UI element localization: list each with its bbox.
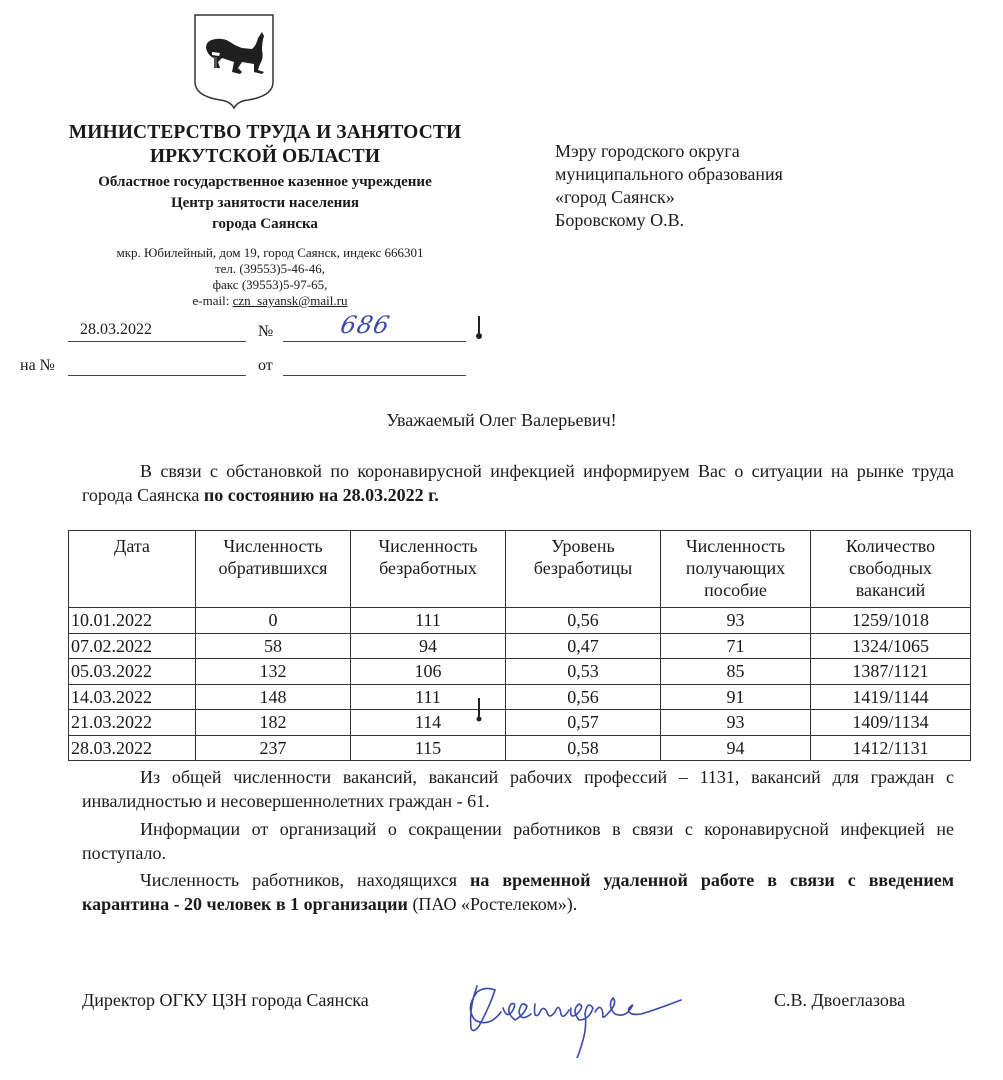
header-applicants: Численность обратившихся — [196, 531, 351, 608]
table-row — [69, 633, 971, 659]
header-benefit-recipients: Численность получающих пособие — [661, 531, 811, 608]
header-vacancies: Количество свободных вакансий — [811, 531, 971, 608]
header-unemployed: Численность безработных — [351, 531, 506, 608]
cell-applicants: 148 — [196, 684, 351, 710]
signatory-name: С.В. Двоеглазова — [774, 990, 906, 1010]
remote-bold: на временной удаленной работе в связи с введением карантина - 20 человек в 1 организации — [82, 870, 954, 914]
cell-benefit-recipients: 94 — [661, 735, 811, 761]
remote-prefix: Численность работников, находящихся — [140, 870, 471, 890]
reply-to-number-field — [68, 357, 246, 376]
cell-date: 28.03.2022 — [69, 735, 196, 761]
vacancies-paragraph: Из общей численности вакансий, вакансий рабочих профессий – 1131, вакансий для граждан с инвалидностью и несовершеннолетних граждан - 61. — [82, 767, 954, 811]
institution-name: Центр занятости населения — [170, 195, 360, 211]
cell-date: 21.03.2022 — [69, 710, 196, 736]
phone: тел. (39553)5-46-46, — [214, 261, 325, 276]
cell-unemployed: 106 — [351, 659, 506, 685]
email-label: e-mail: — [192, 293, 233, 308]
table-row — [69, 659, 971, 685]
cell-unemployed: 114 — [351, 710, 506, 736]
cell-date: 14.03.2022 — [69, 684, 196, 710]
header-date: Дата — [69, 531, 196, 608]
cell-benefit-recipients: 91 — [661, 684, 811, 710]
from-label: от — [258, 357, 273, 374]
ministry-region: ИРКУТСКОЙ ОБЛАСТИ — [149, 146, 381, 167]
signatory-title: Директор ОГКУ ЦЗН города Саянска — [82, 990, 369, 1010]
cell-benefit-recipients: 71 — [661, 633, 811, 659]
cell-applicants: 0 — [196, 608, 351, 634]
cell-unemployment-rate: 0,47 — [506, 633, 661, 659]
cell-vacancies: 1409/1134 — [811, 710, 971, 736]
intro-date-bold: по состоянию на 28.03.2022 г. — [203, 485, 439, 505]
ministry-name: МИНИСТЕРСТВО ТРУДА И ЗАНЯТОСТИ — [68, 122, 462, 143]
reply-to-label: на № — [20, 357, 55, 374]
institution-city: города Саянска — [212, 216, 318, 232]
salutation: Уважаемый Олег Валерьевич! — [386, 410, 617, 430]
from-date-field — [283, 357, 466, 376]
addressee-line: Боровскому О.В. — [555, 210, 685, 230]
table-row — [69, 608, 971, 634]
cell-applicants: 237 — [196, 735, 351, 761]
cell-benefit-recipients: 93 — [661, 710, 811, 736]
remote-suffix: (ПАО «Ростелеком»). — [407, 894, 578, 914]
institution-type: Областное государственное казенное учреждение — [98, 174, 432, 190]
cell-date: 05.03.2022 — [69, 659, 196, 685]
cell-applicants: 132 — [196, 659, 351, 685]
cell-unemployment-rate: 0,53 — [506, 659, 661, 685]
email-line — [40, 293, 500, 309]
cell-unemployed: 115 — [351, 735, 506, 761]
addressee-line: Мэру городского округа — [555, 141, 740, 161]
pin-mark-icon — [474, 316, 484, 342]
table-header-row — [69, 531, 971, 608]
handwritten-signature-icon — [455, 968, 725, 1058]
cell-vacancies: 1412/1131 — [811, 735, 971, 761]
intro-paragraph — [82, 459, 954, 507]
cell-vacancies: 1387/1121 — [811, 659, 971, 685]
cell-unemployment-rate: 0,57 — [506, 710, 661, 736]
cell-vacancies: 1419/1144 — [811, 684, 971, 710]
outgoing-date-field — [68, 323, 246, 342]
header-unemployment-rate: Уровень безработицы — [506, 531, 661, 608]
cell-unemployment-rate: 0,56 — [506, 684, 661, 710]
cell-applicants: 58 — [196, 633, 351, 659]
cell-unemployed: 111 — [351, 608, 506, 634]
cell-vacancies: 1324/1065 — [811, 633, 971, 659]
cell-vacancies: 1259/1018 — [811, 608, 971, 634]
cell-benefit-recipients: 85 — [661, 659, 811, 685]
email-link[interactable]: czn_sayansk@mail.ru — [232, 293, 348, 308]
addressee-line: муниципального образования — [555, 164, 783, 184]
cell-unemployment-rate: 0,56 — [506, 608, 661, 634]
outgoing-number-handwritten: 686 — [338, 311, 393, 339]
cell-applicants: 182 — [196, 710, 351, 736]
remote-work-paragraph — [82, 868, 954, 916]
cell-unemployed: 111 — [351, 684, 506, 710]
labor-market-table — [68, 530, 971, 761]
layoffs-paragraph: Информации от организаций о сокращении работников в связи с коронавирусной инфекцией не поступало. — [82, 819, 954, 863]
table-row — [69, 684, 971, 710]
cell-unemployed: 94 — [351, 633, 506, 659]
intro-text: В связи с обстановкой по коронавирусной инфекцией информируем Вас о ситуации на рынке труда города Саянска — [82, 461, 954, 505]
outgoing-number-field — [283, 311, 466, 342]
pin-mark-icon — [475, 698, 483, 724]
address: мкр. Юбилейный, дом 19, город Саянск, индекс 666301 — [116, 245, 424, 260]
fax: факс (39553)5-97-65, — [212, 277, 328, 292]
number-label: № — [258, 323, 274, 340]
cell-unemployment-rate: 0,58 — [506, 735, 661, 761]
addressee-block — [555, 140, 783, 232]
table-row — [69, 735, 971, 761]
outgoing-date: 28.03.2022 — [80, 321, 152, 338]
coat-of-arms-icon — [192, 12, 276, 110]
cell-date: 10.01.2022 — [69, 608, 196, 634]
addressee-line: «город Саянск» — [555, 187, 675, 207]
table-row — [69, 710, 971, 736]
cell-date: 07.02.2022 — [69, 633, 196, 659]
cell-benefit-recipients: 93 — [661, 608, 811, 634]
